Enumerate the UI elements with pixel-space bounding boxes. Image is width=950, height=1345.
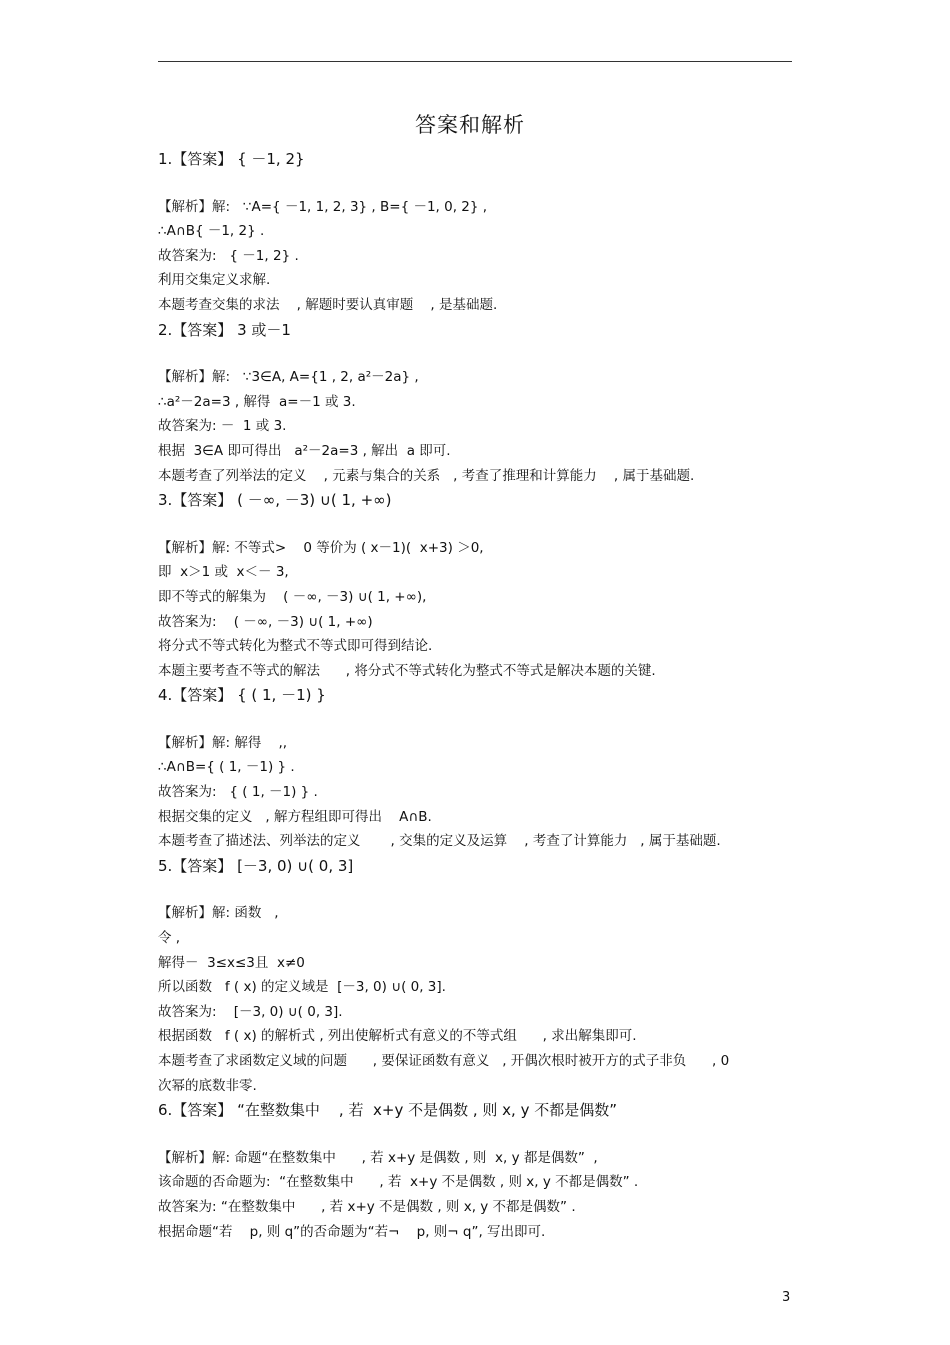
analysis-line: 即 x＞1 或 x＜－ 3, [158,564,289,581]
analysis-line: 故答案为: { －1, 2} . [158,247,299,264]
analysis-line: 将分式不等式转化为整式不等式即可得到结论. [158,638,433,655]
analysis-line: 根据交集的定义 , 解方程组即可得出 A∩B. [158,808,432,825]
analysis-line: 故答案为: “在整数集中 , 若 x+y 不是偶数 , 则 x, y 不都是偶数” . [158,1198,576,1215]
answer-line: 4.【答案】 { ( 1, －1) } [158,686,326,705]
page-number: 3 [782,1290,791,1305]
analysis-line: 根据函数 f ( x) 的解析式 , 列出使解析式有意义的不等式组 , 求出解集即可. [158,1028,637,1045]
analysis-line: 【解析】解: ∵3∈A, A={1 , 2, a²－2a} , [158,369,419,386]
analysis-line: 本题考查了求函数定义域的问题 , 要保证函数有意义 , 开偶次根时被开方的式子非负 , 0 [158,1053,730,1069]
analysis-line: 次幂的底数非零. [158,1077,257,1094]
analysis-line: 即不等式的解集为 ( －∞, －3) ∪( 1, +∞), [158,588,427,605]
analysis-line: 故答案为: － 1 或 3. [158,418,287,435]
header-rule [158,61,792,62]
analysis-line: 解得－ 3≤x≤3且 x≠0 [158,954,305,971]
analysis-line: ∴A∩B={ ( 1, －1) } . [158,759,295,776]
analysis-line: 根据 3∈A 即可得出 a²－2a=3 , 解出 a 即可. [158,442,451,459]
answer-line: 2.【答案】 3 或－1 [158,320,291,339]
analysis-line: ∴A∩B{ －1, 2} . [158,223,265,240]
analysis-line: 【解析】解: ∵A={ －1, 1, 2, 3} , B={ －1, 0, 2} , [158,198,488,215]
analysis-line: 故答案为: { ( 1, －1) } . [158,784,318,801]
analysis-line: 本题考查了描述法、列举法的定义 , 交集的定义及运算 , 考查了计算能力 , 属于基础题. [158,833,721,850]
analysis-line: 【解析】解: 命题“在整数集中 , 若 x+y 是偶数 , 则 x, y 都是偶数” , [158,1149,598,1166]
analysis-line: 该命题的否命题为: “在整数集中 , 若 x+y 不是偶数 , 则 x, y 不都是偶数” . [158,1174,639,1191]
analysis-line: 令 , [158,930,181,947]
analysis-line: 利用交集定义求解. [158,272,271,289]
analysis-line: 【解析】解: 函数 , [158,905,279,922]
analysis-line: 所以函数 f ( x) 的定义域是 [－3, 0) ∪( 0, 3]. [158,979,446,996]
analysis-line: 本题主要考查不等式的解法 , 将分式不等式转化为整式不等式是解决本题的关键. [158,662,656,679]
analysis-line: 本题考查交集的求法 , 解题时要认真审题 , 是基础题. [158,296,498,313]
answer-content [158,147,798,1244]
answer-line: 6.【答案】 “在整数集中 , 若 x+y 不是偶数 , 则 x, y 不都是偶数” [158,1101,617,1120]
answer-line: 5.【答案】 [－3, 0) ∪( 0, 3] [158,856,354,875]
analysis-line: 【解析】解: 解得 ,, [158,734,288,751]
analysis-line: 【解析】解: 不等式> 0 等价为 ( x－1)( x+3) ＞0, [158,539,484,556]
answer-line: 1.【答案】 { －1, 2} [158,150,305,168]
analysis-line: ∴a²－2a=3 , 解得 a=－1 或 3. [158,393,356,410]
analysis-line: 本题考查了列举法的定义 , 元素与集合的关系 , 考查了推理和计算能力 , 属于基础题. [158,467,695,484]
analysis-line: 故答案为: [－3, 0) ∪( 0, 3]. [158,1003,343,1020]
analysis-line: 根据命题“若 p, 则 q”的否命题为“若¬ p, 则¬ q”, 写出即可. [158,1223,546,1240]
answer-line: 3.【答案】 ( －∞, －3) ∪( 1, +∞) [158,491,392,510]
page-title: 答案和解析 [415,113,525,137]
analysis-line: 故答案为: ( －∞, －3) ∪( 1, +∞) [158,613,373,630]
